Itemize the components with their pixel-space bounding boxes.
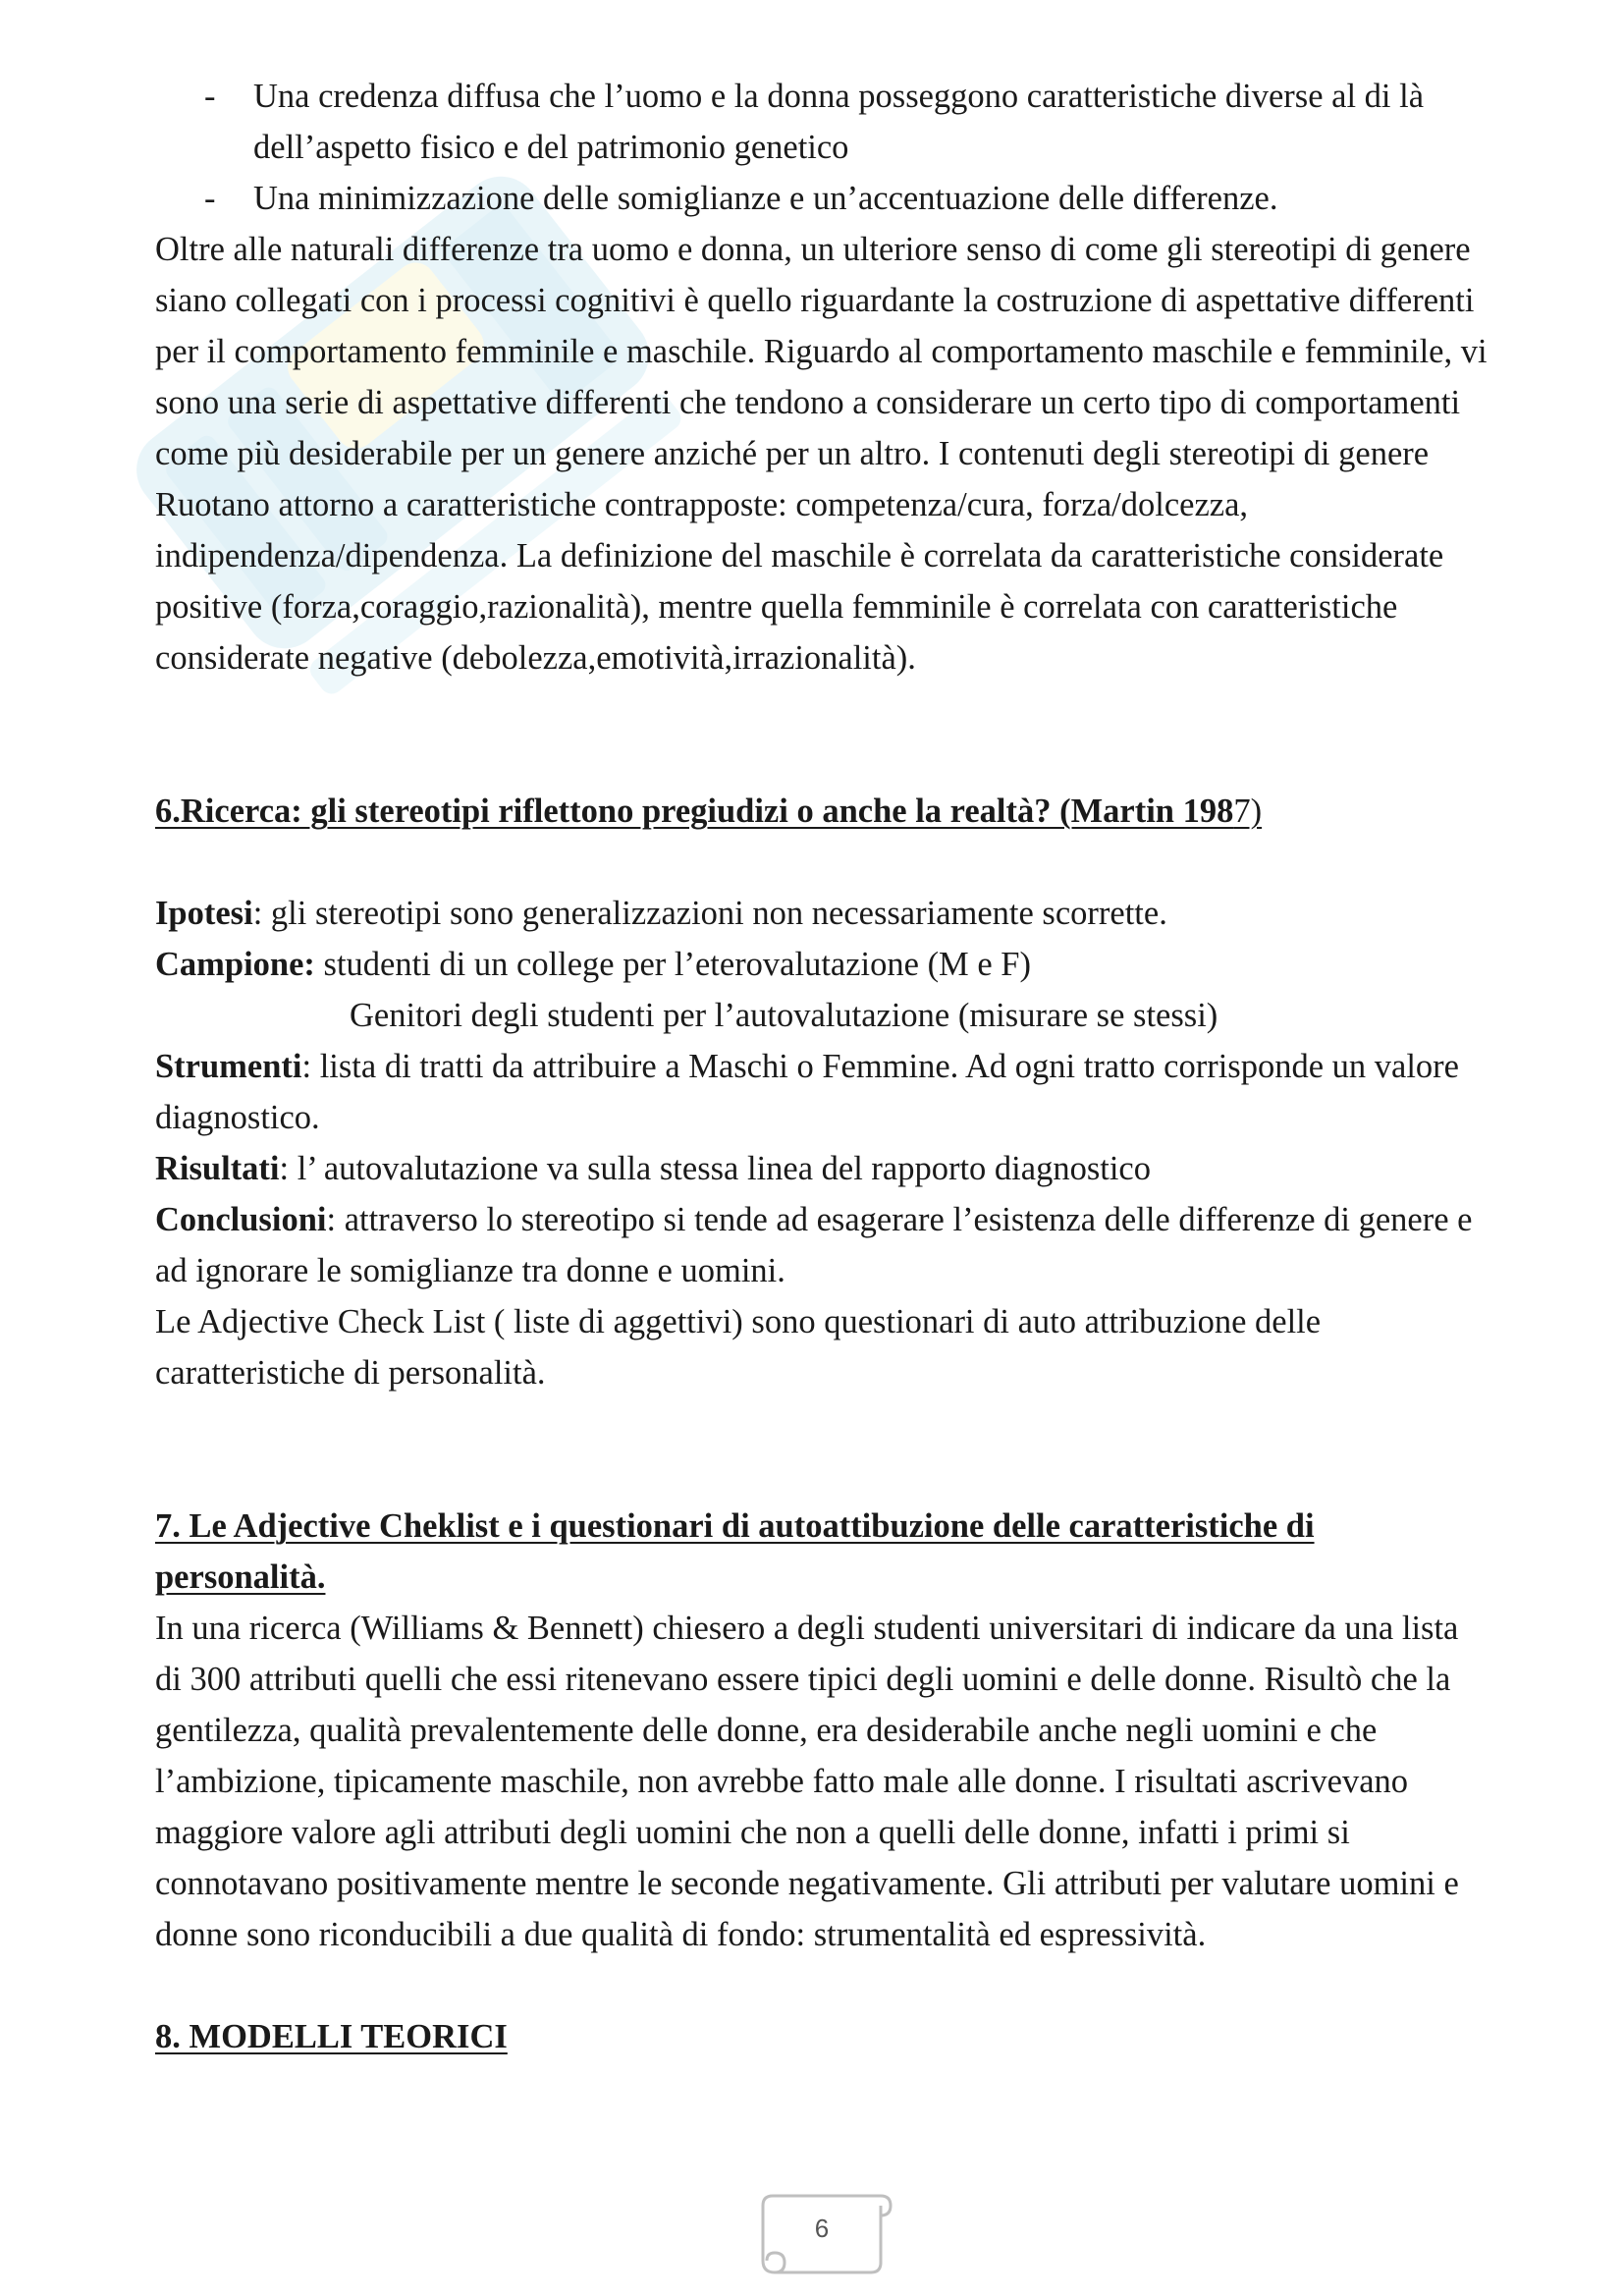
conclusioni-text: : attraverso lo stereotipo si tende ad esagerare l’esistenza delle differenze di genere e ad ignorare le somiglianze tra donne e uomini. <box>155 1201 1473 1289</box>
page-footer <box>748 2182 895 2280</box>
ipotesi-label: Ipotesi <box>155 895 253 932</box>
ipotesi-line <box>155 888 1490 939</box>
bullet-marker: - <box>204 180 216 217</box>
page-number: 6 <box>814 2214 830 2243</box>
section-8-heading: 8. MODELLI TEORICI <box>155 2018 508 2055</box>
risultati-line <box>155 1143 1490 1194</box>
conclusioni-line <box>155 1194 1490 1296</box>
section-7-heading: 7. Le Adjective Cheklist e i questionari di autoattibuzione delle caratteristiche di personalità. <box>155 1507 1315 1596</box>
bullet-item <box>155 173 1490 224</box>
section-6-heading-tail: 7) <box>1233 793 1263 830</box>
document-page <box>155 71 1490 2062</box>
risultati-label: Risultati <box>155 1150 280 1187</box>
campione-text-1: studenti di un college per l’eterovalutazione (M e F) <box>314 946 1031 983</box>
bullet-marker: - <box>204 78 216 115</box>
risultati-text: : l’ autovalutazione va sulla stessa linea del rapporto diagnostico <box>279 1150 1151 1187</box>
strumenti-text: : lista di tratti da attribuire a Maschi o Femmine. Ad ogni tratto corrisponde un valore diagnostico. <box>155 1048 1459 1136</box>
strumenti-line <box>155 1041 1490 1143</box>
intro-paragraph: Oltre alle naturali differenze tra uomo e donna, un ulteriore senso di come gli stereotipi di genere siano collegati con i processi cognitivi è quello riguardante la costruzione di aspettative differenti per il comportamento femminile e maschile. Riguardo al comportamento maschile e femminile, vi sono una serie di aspettative differenti che tendono a considerare un certo tipo di comportamenti come più desiderabile per un genere anziché per un altro. I contenuti degli stereotipi di genere Ruotano attorno a caratteristiche contrapposte: competenza/cura, forza/dolcezza, indipendenza/dipendenza. La definizione del maschile è correlata da caratteristiche considerate positive (forza,coraggio,razionalità), mentre quella femminile è correlata con caratteristiche considerate negative (debolezza,emotività,irrazionalità). <box>155 231 1488 677</box>
campione-label: Campione: <box>155 946 315 983</box>
bullet-item <box>155 71 1490 173</box>
section-6-heading-text: 6.Ricerca: gli stereotipi riflettono pregiudizi o anche la realtà? (Martin 198 <box>155 793 1234 830</box>
ipotesi-text: : gli stereotipi sono generalizzazioni non necessariamente scorrette. <box>252 895 1167 932</box>
bullet-text: Una minimizzazione delle somiglianze e un’accentuazione delle differenze. <box>253 180 1278 217</box>
acl-paragraph: Le Adjective Check List ( liste di aggettivi) sono questionari di auto attribuzione delle caratteristiche di personalità. <box>155 1303 1322 1392</box>
conclusioni-label: Conclusioni <box>155 1201 327 1238</box>
strumenti-label: Strumenti <box>155 1048 302 1085</box>
bullet-text: Una credenza diffusa che l’uomo e la donna posseggono caratteristiche diverse al di là dell’aspetto fisico e del patrimonio genetico <box>253 78 1425 166</box>
campione-text-2: Genitori degli studenti per l’autovalutazione (misurare se stessi) <box>350 997 1218 1034</box>
section-6-heading <box>155 786 1490 837</box>
section-7-paragraph: In una ricerca (Williams & Bennett) chiesero a degli studenti universitari di indicare da una lista di 300 attributi quelli che essi ritenevano essere tipici degli uomini e delle donne. Risultò che la gentilezza, qualità prevalentemente delle donne, era desiderabile anche negli uomini e che l’ambizione, tipicamente maschile, non avrebbe fatto male alle donne. I risultati ascrivevano maggiore valore agli attributi degli uomini che non a quelli delle donne, infatti i primi si connotavano positivamente mentre le seconde negativamente. Gli attributi per valutare uomini e donne sono riconducibili a due qualità di fondo: strumentalità ed espressività. <box>155 1610 1459 1953</box>
campione-line <box>155 939 1490 990</box>
